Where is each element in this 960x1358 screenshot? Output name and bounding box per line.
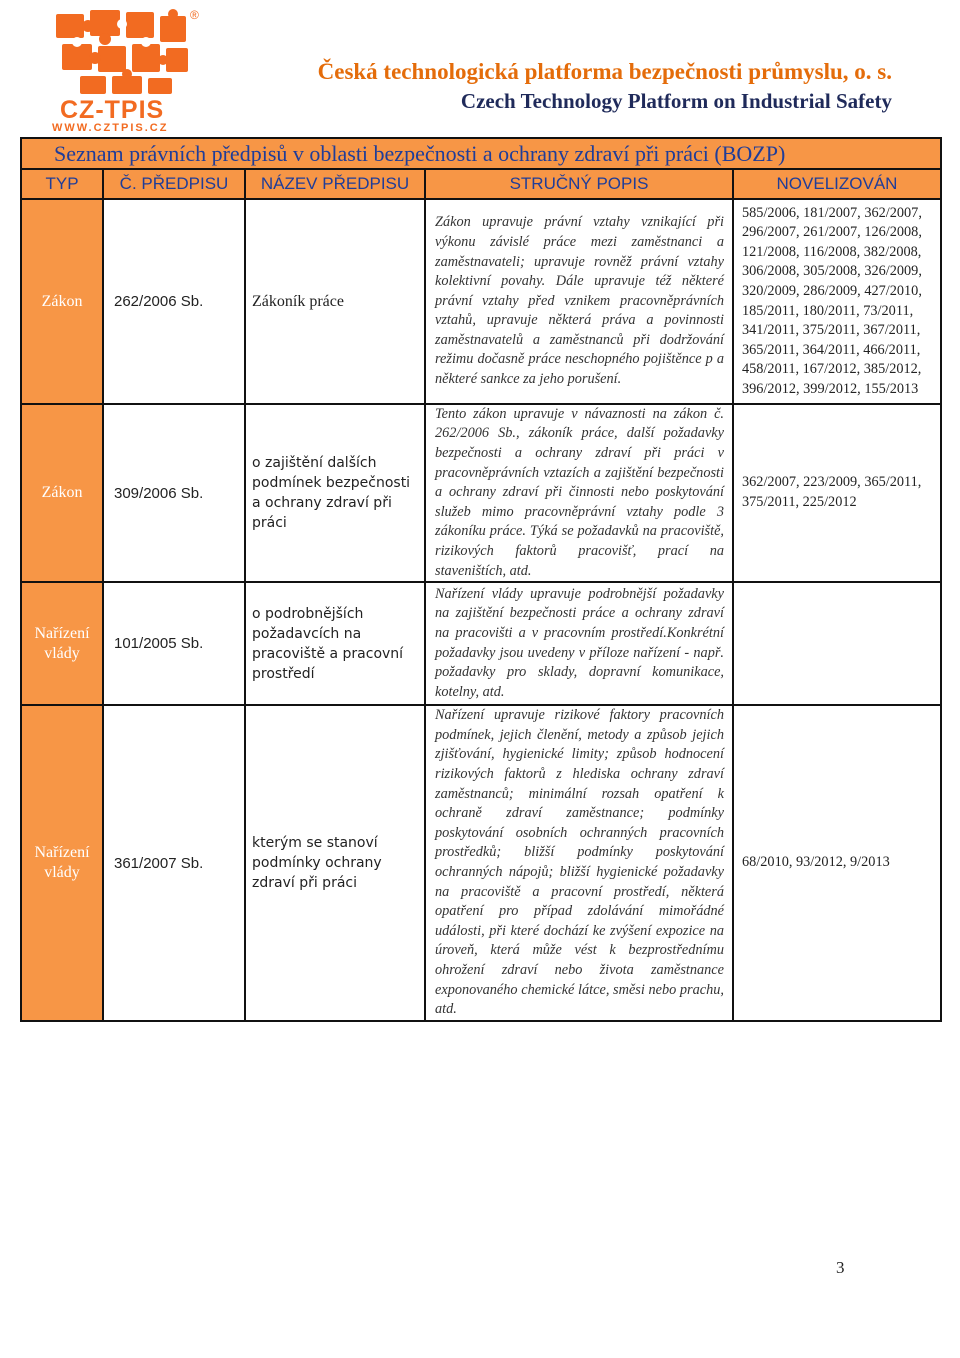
row-amended-by-text: 585/2006, 181/2007, 362/2007, 296/2007, 261/2007, 126/2008, 121/2008, 116/2008, 382/2008, 306/2008, 305/2008, 326/2009, 320/2009, 286/2009, 427/2010, 185/2011, 180/2011, 73/2011, 341/2011, 375/2011, 367/2011, 365/2011, 364/2011, 466/2011, 458/2011, 167/2012, 385/2012, 396/2012, 399/2012, 155/2013 <box>742 204 922 397</box>
column-header-description: STRUČNÝ POPIS <box>426 170 734 198</box>
page-number: 3 <box>836 1258 845 1277</box>
column-headers <box>20 170 942 200</box>
row-name: kterým se stanoví podmínky ochrany zdraví při práci <box>246 706 426 1020</box>
table-row <box>22 704 940 1020</box>
cz-tpis-logo <box>52 6 202 134</box>
row-description <box>426 583 734 704</box>
row-number: 309/2006 Sb. <box>104 405 246 581</box>
table-row <box>22 581 940 704</box>
row-number: 262/2006 Sb. <box>104 200 246 403</box>
row-description-text: Zákon upravuje právní vztahy vznikající při výkonu závislé práce mezi zaměstnanci a zaměstnavateli; upravuje rovněž právní vztahy kolektivní povahy. Dále upravuje též některé právní vztahy před vznikem pracovněprávních vztahů, upravuje některá práva a povinnosti zaměstnavatelů a zaměstnanců při dodržování režimu dočasně práce neschopného pojištěnce p a některé sankce za jeho porušení. <box>435 214 724 388</box>
puzzle-logo-icon <box>52 6 202 98</box>
row-name: o podrobnějších požadavcích na pracoviště a pracovní prostředí <box>246 583 426 704</box>
row-description-text: Nařízení vlády upravuje podrobnější požadavky na zajištění bezpečnosti práce a ochrany zdraví na pracovišti a v pracovním prostředí.Konkrétní požadavky jsou uvedeny v příloze nařízení - např. požadavky pro sklady, dopravní komunikace, kotelny, atd. <box>435 585 724 700</box>
column-header-number: Č. PŘEDPISU <box>104 170 246 198</box>
registered-mark: ® <box>190 8 199 22</box>
regulations-table <box>20 200 942 1022</box>
list-title: Seznam právních předpisů v oblasti bezpečnosti a ochrany zdraví při práci (BOZP) <box>20 137 942 170</box>
row-description <box>426 706 734 1020</box>
row-number: 361/2007 Sb. <box>104 706 246 1020</box>
row-amended-by <box>734 706 940 1020</box>
table-row <box>22 200 940 403</box>
table-row <box>22 403 940 581</box>
row-name: o zajištění dalších podmínek bezpečnosti a ochrany zdraví při práci <box>246 405 426 581</box>
logo-wordmark: CZ-TPIS <box>60 96 165 124</box>
row-type: Zákon <box>22 200 104 403</box>
row-description <box>426 405 734 581</box>
row-description-text: Tento zákon upravuje v návaznosti na zákon č. 262/2006 Sb., zákoník práce, další požadavky bezpečnosti a ochrany zdraví při práci v pracovněprávních vztazích a zajištění bezpečnosti a ochrany zdraví při činnosti nebo poskytování služeb mimo pracovněprávní vztahy podle 3 zákoníku práce. Týká se požadavků na pracoviště, rizikových faktorů pracovišť, prací na staveništích, atd. <box>435 405 724 579</box>
organization-title-english: Czech Technology Platform on Industrial Safety <box>460 89 892 113</box>
row-number: 101/2005 Sb. <box>104 583 246 704</box>
row-description <box>426 200 734 403</box>
column-header-amended-by: NOVELIZOVÁN <box>734 170 940 198</box>
column-header-type: TYP <box>22 170 104 198</box>
row-type: Nařízení vlády <box>22 706 104 1020</box>
organization-title-czech: Česká technologická platforma bezpečnosti průmyslu, o. s. <box>317 59 892 84</box>
row-amended-by <box>734 405 940 581</box>
row-type: Zákon <box>22 405 104 581</box>
row-name: Zákoník práce <box>246 200 426 403</box>
column-header-name: NÁZEV PŘEDPISU <box>246 170 426 198</box>
row-amended-by <box>734 200 940 403</box>
logo-url: WWW.CZTPIS.CZ <box>52 122 169 134</box>
row-amended-by-text: 362/2007, 223/2009, 365/2011, 375/2011, 225/2012 <box>742 474 922 510</box>
row-type: Nařízení vlády <box>22 583 104 704</box>
row-amended-by-text: 68/2010, 93/2012, 9/2013 <box>742 854 890 871</box>
row-description-text: Nařízení upravuje rizikové faktory pracovních podmínek, jejich členění, metody a způsob jejich zjišťování, hygienické limity; způsob hodnocení rizikových faktorů z hlediska ochrany zdraví zaměstnanců; minimální rozsah opatření k ochraně zdraví zaměstnance; podmínky poskytování osobních ochranných pracovních prostředků; bližší podmínky poskytování ochranných nápojů; bližší hygienické požadavky na pracoviště a pracovní prostředí, některá opatření pro případ zdolávání mimořádné události, při které dochází ke zvýšení expozice na úroveň, která může vést k bezprostřednímu ohrožení zdraví nebo života zaměstnance exponovaného chemické látce, směsi nebo prachu, atd. <box>435 707 724 1018</box>
row-amended-by <box>734 583 940 704</box>
